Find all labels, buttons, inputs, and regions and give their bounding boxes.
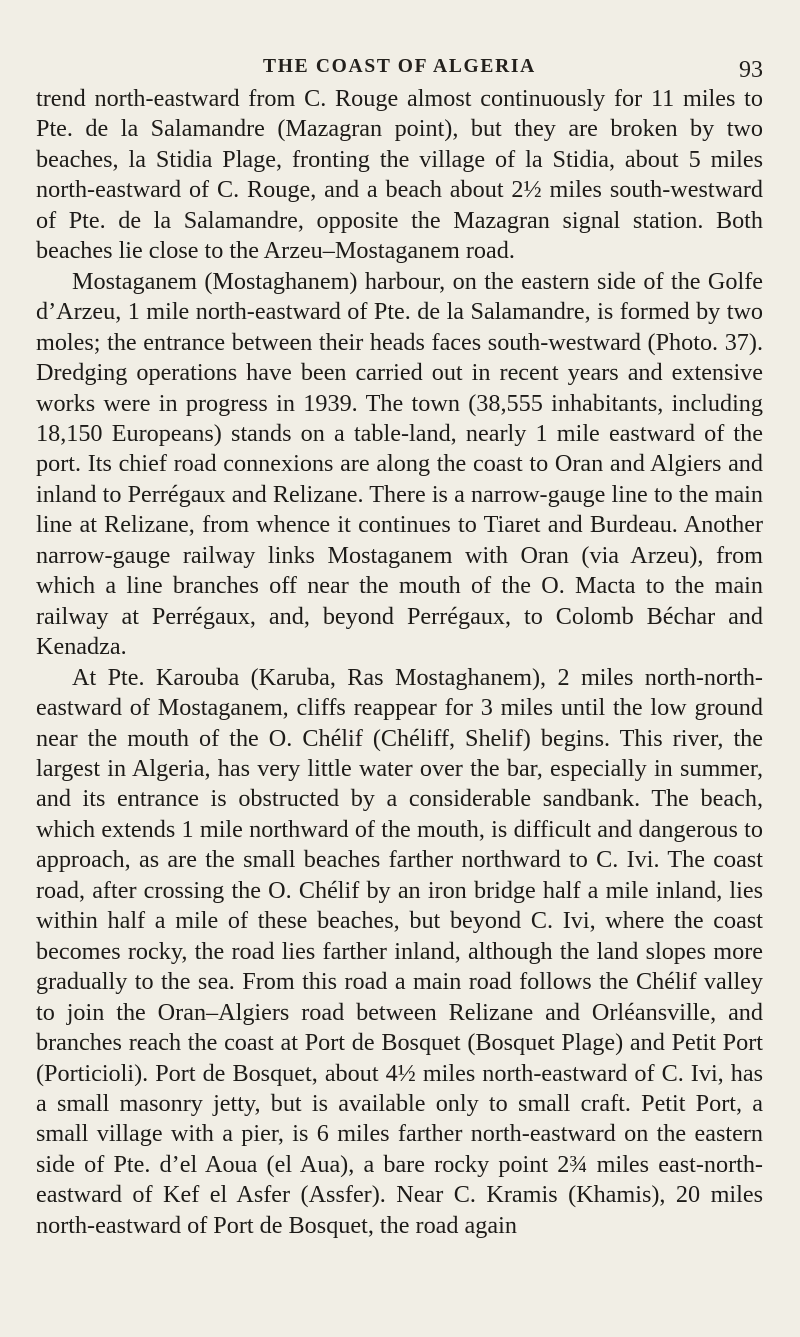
paragraph-continued: trend north-eastward from C. Rouge almost continuously for 11 miles to Pte. de la Salamandre (Mazagran point), but they are broken by two beaches, la Stidia Plage, fronting the village of la Stidia, about 5 miles north-eastward of C. Rouge, and a beach about 2½ miles south-westward of Pte. de la Salamandre, opposite the Mazagran signal station. Both beaches lie close to the Arzeu–Mostaganem road. bbox=[36, 85, 763, 265]
body-text bbox=[36, 84, 763, 1241]
running-head: THE COAST OF ALGERIA bbox=[263, 56, 536, 77]
page-header bbox=[36, 56, 763, 86]
page-number: 93 bbox=[739, 57, 763, 83]
paragraph-mostaganem-harbour: Mostaganem (Mostaghanem) harbour, on the eastern side of the Golfe d’Arzeu, 1 mile north-eastward of Pte. de la Salamandre, is formed by two moles; the entrance between their heads faces south-westward (Photo. 37). Dredging operations have been carried out in recent years and extensive works were in progress in 1939. The town (38,555 inhabitants, including 18,150 Europeans) stands on a table-land, nearly 1 mile eastward of the port. Its chief road connexions are along the coast to Oran and Algiers and inland to Perrégaux and Relizane. There is a narrow-gauge line to the main line at Relizane, from whence it continues to Tiaret and Burdeau. Another narrow-gauge railway links Mostaganem with Oran (via Arzeu), from which a line branches off near the mouth of the O. Macta to the main railway at Perrégaux, and, beyond Perrégaux, to Colomb Béchar and Kenadza. bbox=[36, 267, 763, 661]
paragraph-pte-karouba: At Pte. Karouba (Karuba, Ras Mostaghanem), 2 miles north-north-eastward of Mostaganem, cliffs reappear for 3 miles until the low ground near the mouth of the O. Chélif (Chéliff, Shelif) begins. This river, the largest in Algeria, has very little water over the bar, especially in summer, and its entrance is obstructed by a considerable sandbank. The beach, which extends 1 mile northward of the mouth, is difficult and dangerous to approach, as are the small beaches farther northward to C. Ivi. The coast road, after crossing the O. Chélif by an iron bridge half a mile inland, lies within half a mile of these beaches, but beyond C. Ivi, where the coast becomes rocky, the road lies farther inland, although the land slopes more gradually to the sea. From this road a main road follows the Chélif valley to join the Oran–Algiers road between Relizane and Orléansville, and branches reach the coast at Port de Bosquet (Bosquet Plage) and Petit Port (Porticioli). Port de Bosquet, about 4½ miles north-eastward of C. Ivi, has a small masonry jetty, but is available only to small craft. Petit Port, a small village with a pier, is 6 miles farther north-eastward on the eastern side of Pte. d’el Aoua (el Aua), a bare rocky point 2¾ miles east-north-eastward of Kef el Asfer (Assfer). Near C. Kramis (Khamis), 20 miles north-eastward of Port de Bosquet, the road again bbox=[36, 663, 763, 1239]
